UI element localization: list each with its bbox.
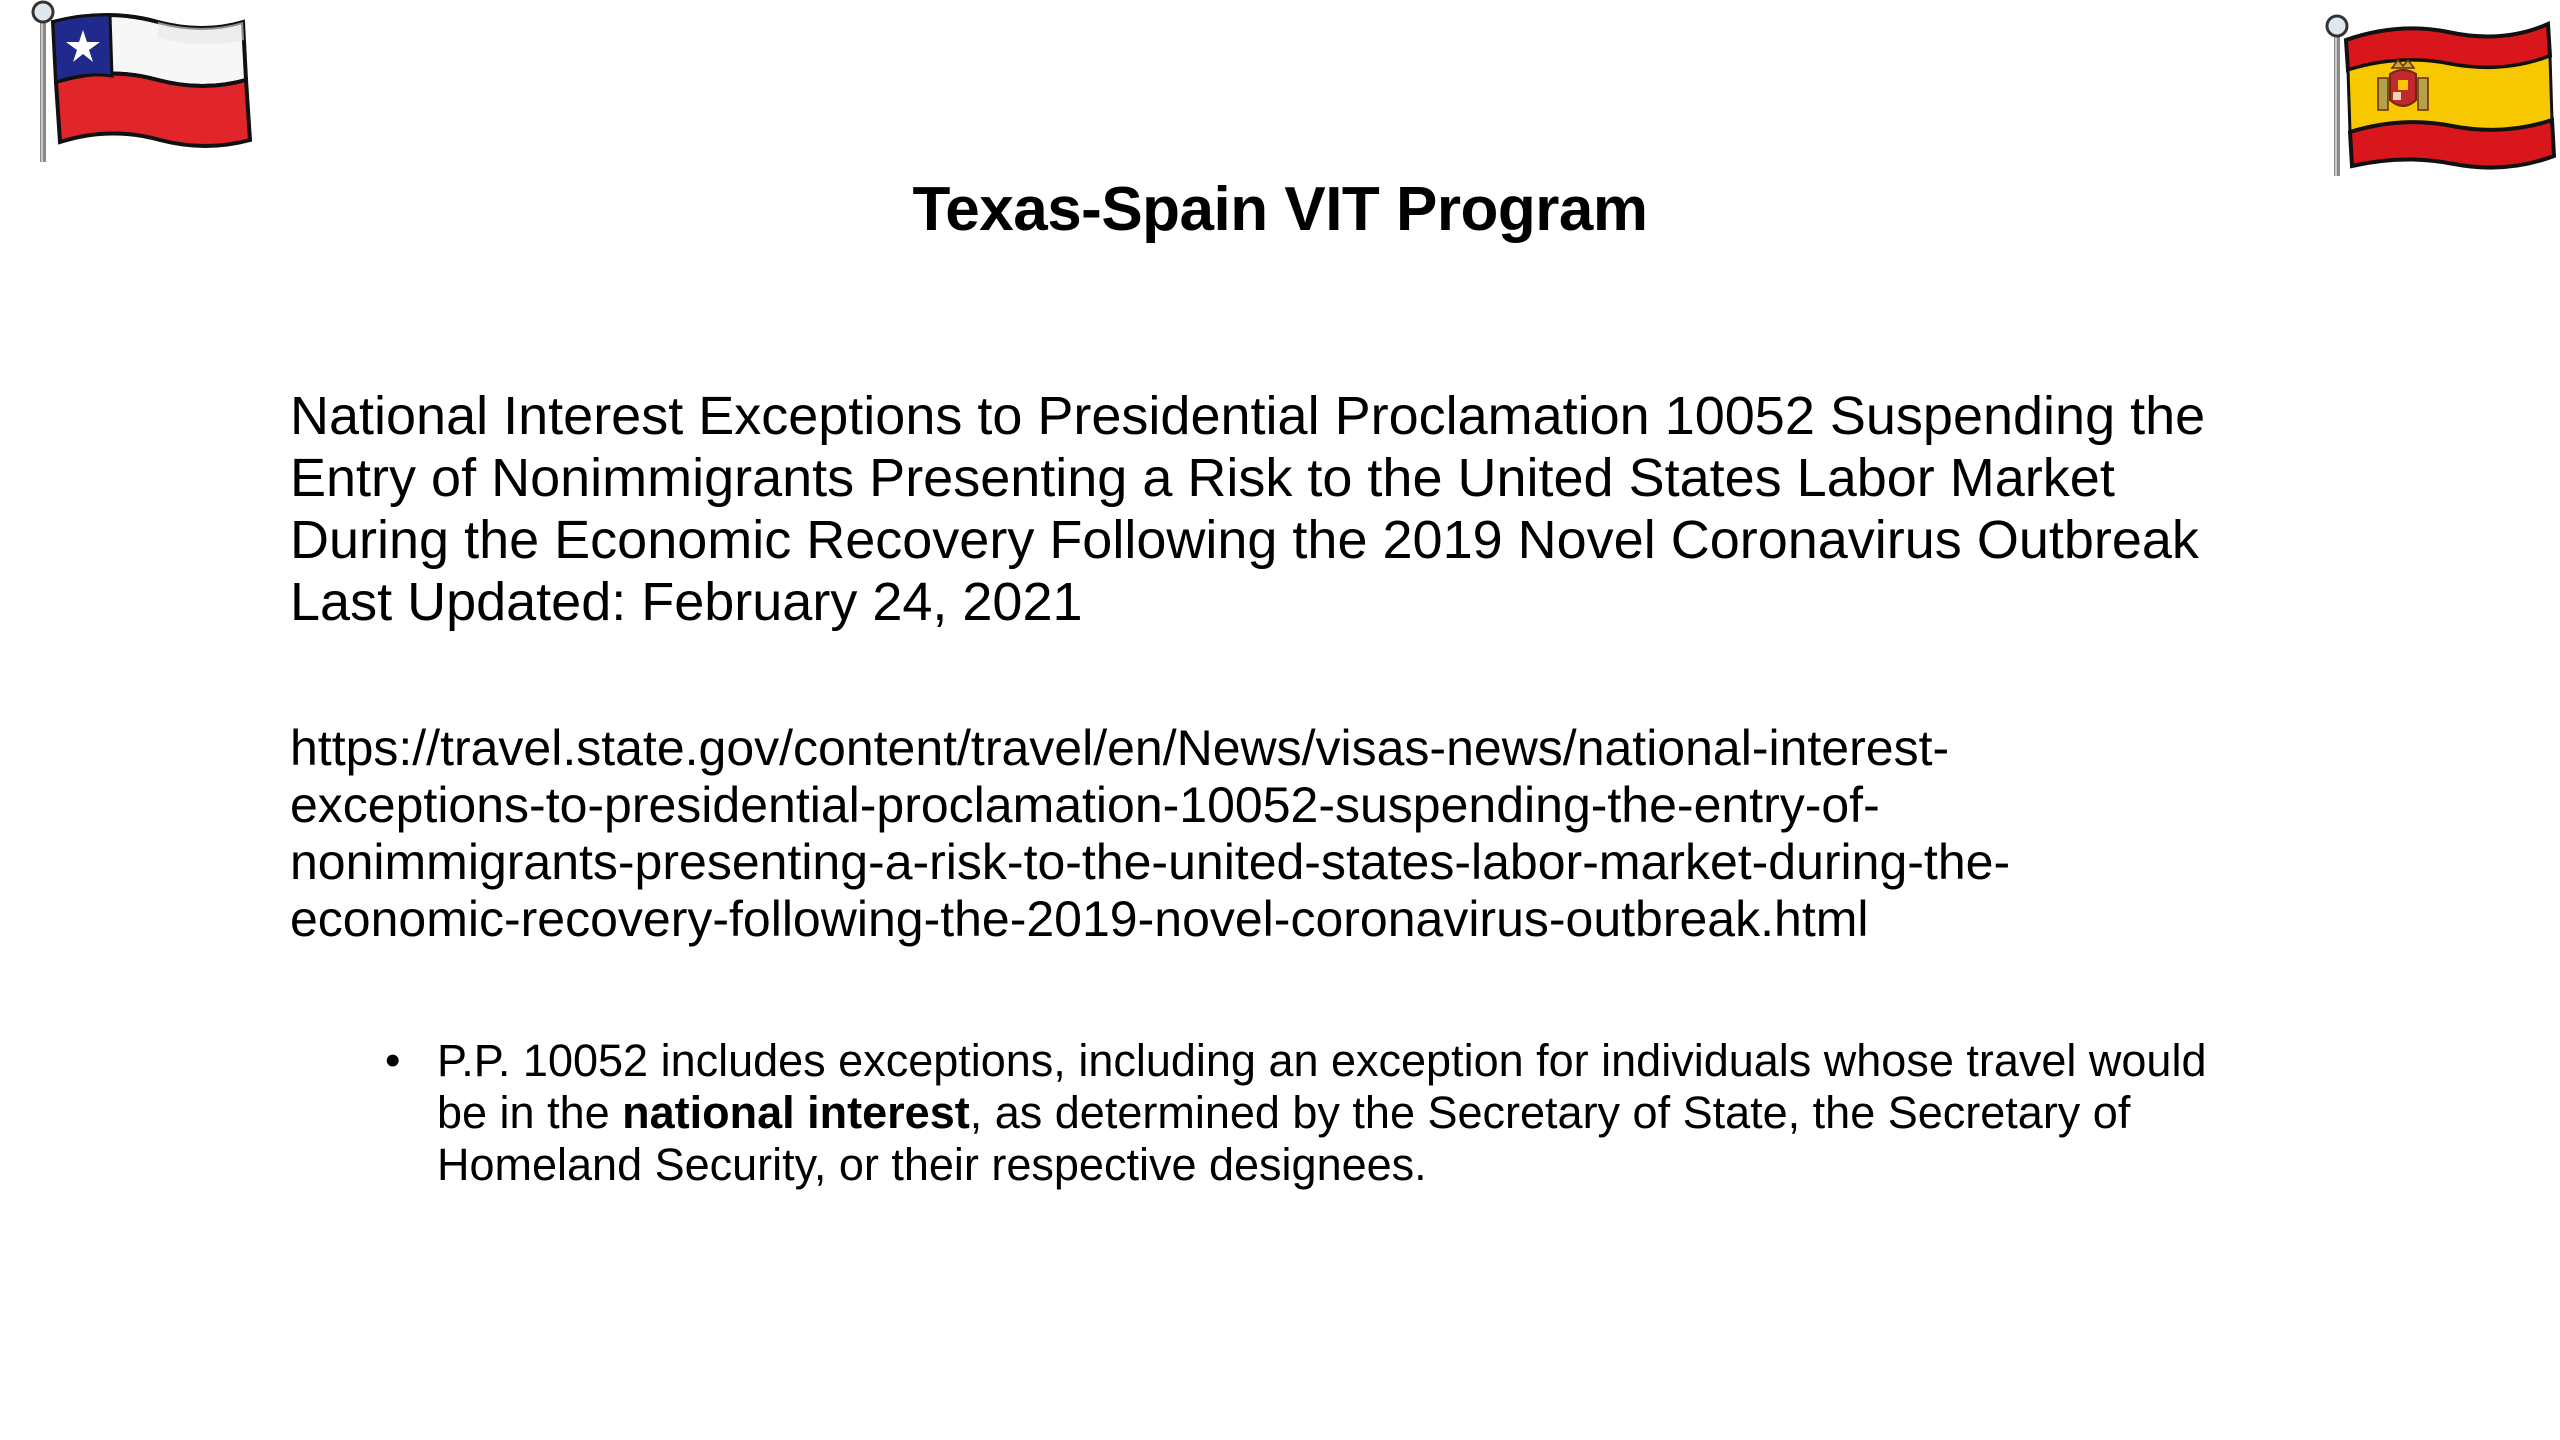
notice-heading [290, 385, 2490, 633]
bullet-bold-term: national interest [622, 1087, 970, 1138]
spain-flag-icon [2318, 8, 2560, 178]
bullet-text [437, 1035, 2387, 1191]
url-line: https://travel.state.gov/content/travel/en/News/visas-news/national-interest- [290, 720, 1950, 776]
chile-flag-icon [28, 0, 258, 170]
bullet-line: P.P. 10052 includes exceptions, including an exception for individuals whose travel would [437, 1035, 2207, 1086]
url-line: exceptions-to-presidential-proclamation-10052-suspending-the-entry-of- [290, 777, 1880, 833]
source-url [290, 720, 2490, 948]
url-line: nonimmigrants-presenting-a-risk-to-the-united-states-labor-market-during-the- [290, 834, 2011, 890]
bullet-line [437, 1087, 2387, 1139]
bullet-line-pre: be in the [437, 1087, 623, 1138]
heading-line: Entry of Nonimmigrants Presenting a Risk to the United States Labor Market [290, 448, 2115, 508]
page-title: Texas-Spain VIT Program [912, 175, 1648, 244]
bullet-line: Homeland Security, or their respective designees. [437, 1139, 1427, 1190]
url-line: economic-recovery-following-the-2019-novel-coronavirus-outbreak.html [290, 891, 1869, 947]
bullet-line-post: , as determined by the Secretary of State, the Secretary of [969, 1087, 2131, 1138]
heading-line: National Interest Exceptions to Presidential Proclamation 10052 Suspending the [290, 386, 2206, 446]
last-updated: Last Updated: February 24, 2021 [290, 572, 1083, 632]
bullet-marker: • [385, 1036, 401, 1085]
heading-line: During the Economic Recovery Following the 2019 Novel Coronavirus Outbreak [290, 510, 2199, 570]
